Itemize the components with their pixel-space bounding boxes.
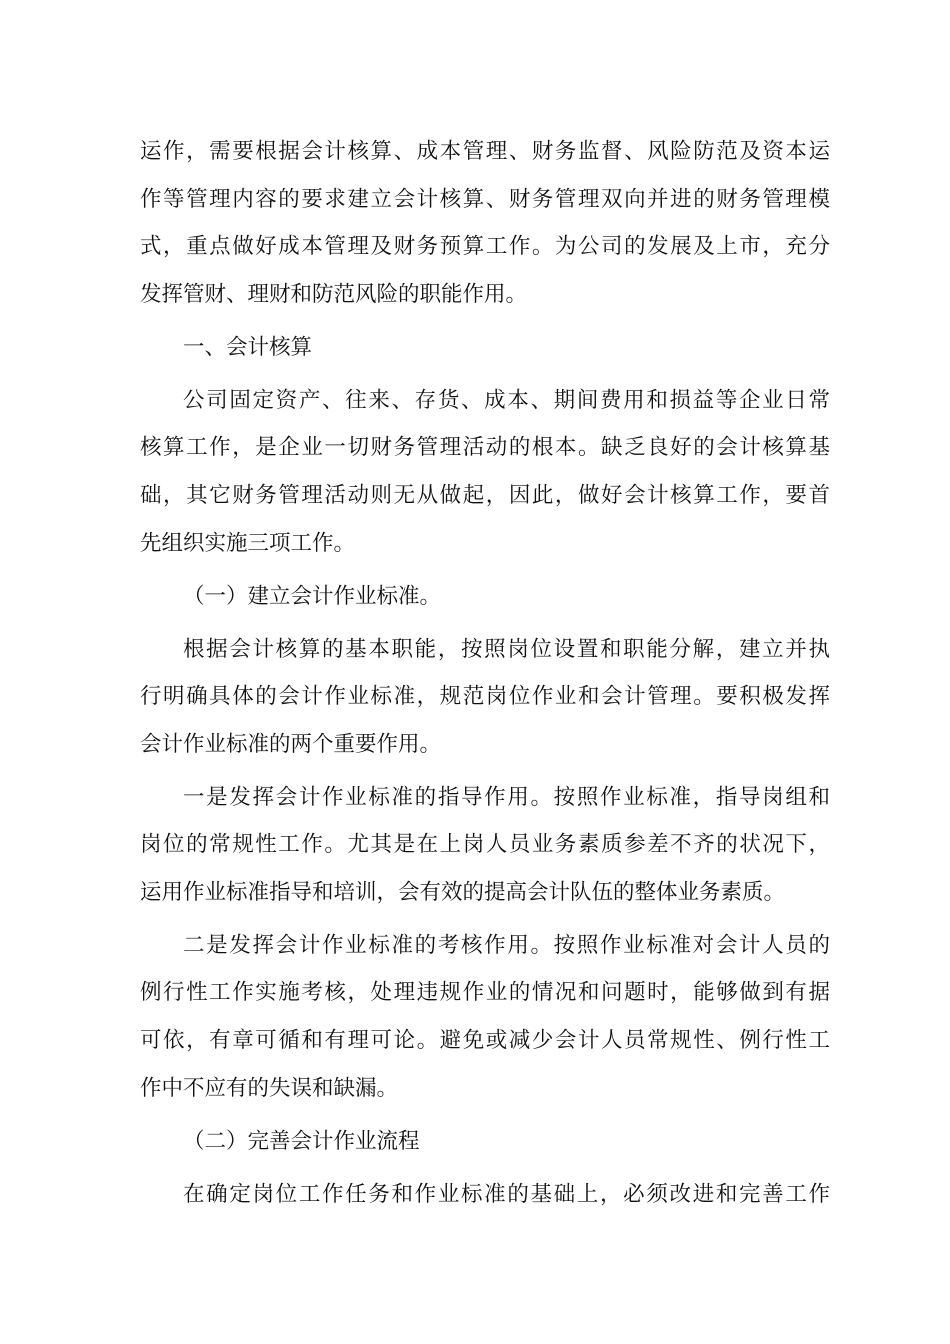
paragraph-line: 作等管理内容的要求建立会计核算、财务管理双向并进的财务管理模	[140, 186, 830, 212]
paragraph-line: 核算工作，是企业一切财务管理活动的根本。缺乏良好的会计核算基	[140, 435, 830, 461]
document-body	[140, 128, 830, 1218]
paragraph-line: 例行性工作实施考核，处理违规作业的情况和问题时，能够做到有据	[140, 980, 830, 1006]
paragraph-line: 作中不应有的失误和缺漏。	[140, 1075, 399, 1101]
paragraph-line: 行明确具体的会计作业标准，规范岗位作业和会计管理。要积极发挥	[140, 684, 830, 710]
paragraph-line: 二是发挥会计作业标准的考核作用。按照作业标准对会计人员的	[183, 932, 830, 958]
paragraph-line: 一是发挥会计作业标准的指导作用。按照作业标准，指导岗组和	[183, 784, 830, 810]
subsection-heading: （一）建立会计作业标准。	[183, 583, 442, 609]
section-heading: 一、会计核算	[183, 334, 313, 360]
paragraph-line: 岗位的常规性工作。尤其是在上岗人员业务素质参差不齐的状况下，	[140, 832, 830, 858]
paragraph-line: 发挥管财、理财和防范风险的职能作用。	[140, 281, 528, 307]
paragraph-line: 公司固定资产、往来、存货、成本、期间费用和损益等企业日常	[183, 387, 830, 413]
paragraph-line: 会计作业标准的两个重要作用。	[140, 731, 442, 757]
paragraph-line: 运作，需要根据会计核算、成本管理、财务监督、风险防范及资本运	[140, 139, 830, 164]
paragraph-line: 础，其它财务管理活动则无从做起，因此，做好会计核算工作，要首	[140, 482, 830, 508]
paragraph-line: 在确定岗位工作任务和作业标准的基础上，必须改进和完善工作	[183, 1181, 830, 1207]
paragraph-line: 运用作业标准指导和培训，会有效的提高会计队伍的整体业务素质。	[140, 879, 786, 905]
paragraph-line: 先组织实施三项工作。	[140, 530, 356, 556]
paragraph-line: 根据会计核算的基本职能，按照岗位设置和职能分解，建立并执	[183, 636, 830, 662]
paragraph-line: 式，重点做好成本管理及财务预算工作。为公司的发展及上市，充分	[140, 234, 830, 260]
paragraph-line: 可依，有章可循和有理可论。避免或减少会计人员常规性、例行性工	[140, 1028, 830, 1054]
subsection-heading: （二）完善会计作业流程	[183, 1128, 420, 1154]
